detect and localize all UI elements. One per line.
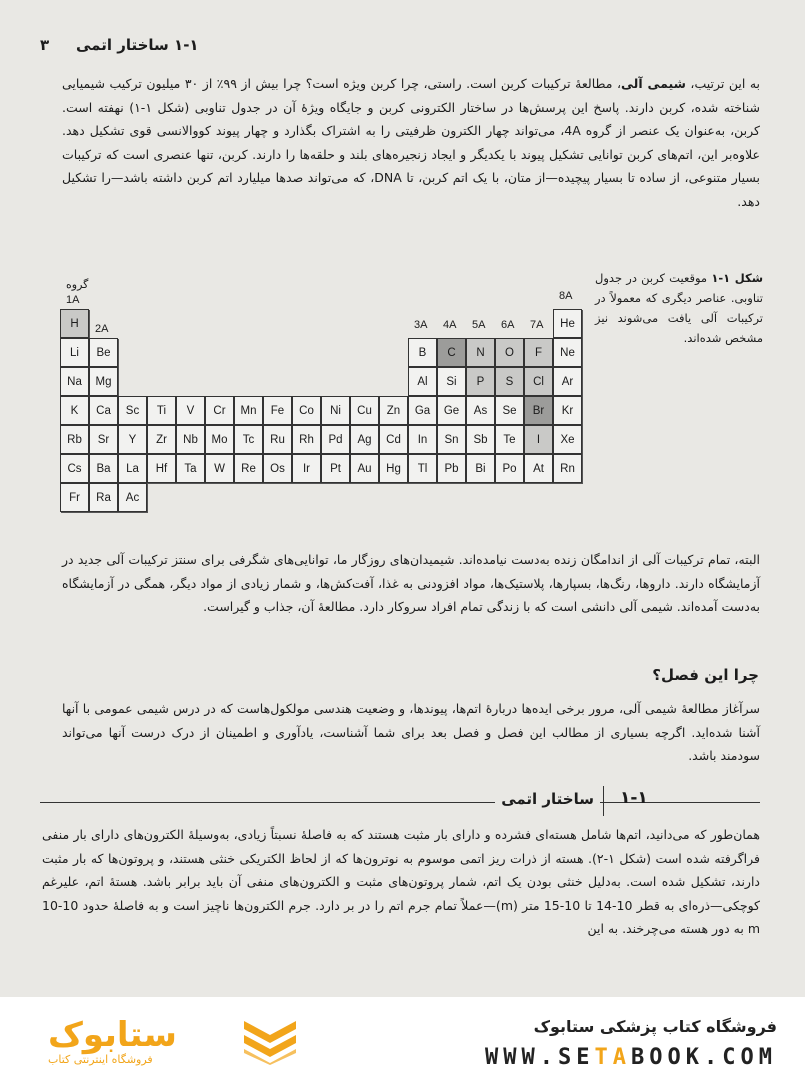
element-cell-ac: Ac <box>118 483 147 512</box>
figure-label: شکل ۱-۱ <box>711 271 764 285</box>
element-cell-kr: Kr <box>553 396 582 425</box>
element-cell-br: Br <box>524 396 553 425</box>
intro-text-before: به این ترتیب، <box>685 76 760 91</box>
element-cell-zr: Zr <box>147 425 176 454</box>
element-cell-te: Te <box>495 425 524 454</box>
element-cell-hg: Hg <box>379 454 408 483</box>
url-accent: TA <box>594 1045 632 1070</box>
atomic-structure-paragraph: همان‌طور که می‌دانید، اتم‌ها شامل هسته‌ای فشرده و دارای بار مثبت هستند که به فاصلهٔ نسبتاً زیادی، به‌وسیلهٔ الکترون‌های دارای بار منفی فراگرفته شده است (شکل ۱-۲). هسته از ذرات ریز اتمی موسوم به نوترون‌ها که از لحاظ الکتریکی خنثی هستند، و پروتون‌ها که بار مثبت دارند، تشکیل شده است. به‌دلیل خنثی بودن یک اتم، شمار پروتون‌های مثبت و الکترون‌های منفی آن باید برابر باشد. هستهٔ اتم، علیرغم کوچکی—ذره‌ای به قطر 10-14 تا 10-15 متر (m)—عملاً تمام جرم اتم را در بر دارد. جرم الکترون‌ها ناچیز است و به فاصلهٔ حدود 10-10 m به دور هسته می‌چرخند. به این <box>42 827 761 936</box>
element-cell-ne: Ne <box>553 338 582 367</box>
element-cell-be: Be <box>89 338 118 367</box>
section-divider <box>603 786 604 816</box>
element-cell-li: Li <box>60 338 89 367</box>
group-label-6a: 6A <box>501 319 515 331</box>
element-cell-ga: Ga <box>408 396 437 425</box>
element-cell-ir: Ir <box>292 454 321 483</box>
element-cell-ag: Ag <box>350 425 379 454</box>
group-word: گروه <box>66 279 89 291</box>
element-cell-tl: Tl <box>408 454 437 483</box>
section-title: ساختار اتمی <box>495 790 600 808</box>
element-cell-y: Y <box>118 425 147 454</box>
element-cell-bi: Bi <box>466 454 495 483</box>
intro-text-after: ، مطالعهٔ ترکیبات کربن است. راستی، چرا کربن ویژه است؟ چرا بیش از ۹۹٪ از ۳۰ میلیون ترکیب شیمیایی شناخته شده، کربن دارند. پاسخ این پرسش‌ها در ساختار الکترونی کربن و جایگاه ویژهٔ آن در جدول تناوبی (شکل ۱-۱) نهفته است. کربن، به‌عنوان یک عنصر از گروه 4A، می‌تواند چهار الکترون ظرفیتی را به اشتراک بگذارد و چهار پیوند کووالانسی قوی تشکیل دهد. علاوه‌بر این، اتم‌های کربن توانایی تشکیل پیوند با یکدیگر و ایجاد زنجیره‌های بلند و حلقه‌ها را دارند. کربن، تنها عنصری است که ترکیبات بسیار متنوعی، از ساده تا بسیار پیچیده—از متان، با یک اتم کربن، تا DNA، که می‌تواند صدها میلیارد اتم کربن داشته باشد—را تشکیل دهد. <box>62 76 760 209</box>
section-heading <box>40 780 760 820</box>
element-cell-sr: Sr <box>89 425 118 454</box>
element-cell-xe: Xe <box>553 425 582 454</box>
element-cell-po: Po <box>495 454 524 483</box>
group-label-8a: 8A <box>559 290 573 302</box>
element-cell-nb: Nb <box>176 425 205 454</box>
element-cell-rb: Rb <box>60 425 89 454</box>
element-cell-tc: Tc <box>234 425 263 454</box>
element-cell-s: S <box>495 367 524 396</box>
running-title: ۱-۱ ساختار اتمی <box>76 36 199 54</box>
element-cell-zn: Zn <box>379 396 408 425</box>
element-cell-re: Re <box>234 454 263 483</box>
element-cell-f: F <box>524 338 553 367</box>
element-cell-ru: Ru <box>263 425 292 454</box>
element-cell-mn: Mn <box>234 396 263 425</box>
element-cell-i: I <box>524 425 553 454</box>
element-cell-sb: Sb <box>466 425 495 454</box>
element-cell-fe: Fe <box>263 396 292 425</box>
element-cell-ca: Ca <box>89 396 118 425</box>
element-cell-rh: Rh <box>292 425 321 454</box>
element-cell-rn: Rn <box>553 454 582 483</box>
element-cell-cu: Cu <box>350 396 379 425</box>
element-cell-cd: Cd <box>379 425 408 454</box>
element-cell-ar: Ar <box>553 367 582 396</box>
why-this-chapter-heading: چرا این فصل؟ <box>652 666 759 684</box>
element-cell-at: At <box>524 454 553 483</box>
element-cell-si: Si <box>437 367 466 396</box>
element-cell-o: O <box>495 338 524 367</box>
element-cell-cl: Cl <box>524 367 553 396</box>
element-cell-ti: Ti <box>147 396 176 425</box>
element-cell-ba: Ba <box>89 454 118 483</box>
element-cell-fr: Fr <box>60 483 89 512</box>
url-part-1: WWW.SE <box>485 1045 595 1070</box>
element-cell-in: In <box>408 425 437 454</box>
book-logo-icon <box>240 1013 300 1065</box>
store-logo-subtitle: فروشگاه اینترنتی کتاب <box>48 1053 153 1066</box>
element-cell-mo: Mo <box>205 425 234 454</box>
element-cell-pd: Pd <box>321 425 350 454</box>
element-cell-h: H <box>60 309 89 338</box>
group-label-2a: 2A <box>95 323 109 335</box>
element-cell-sc: Sc <box>118 396 147 425</box>
intro-paragraph <box>62 72 760 213</box>
element-cell-ta: Ta <box>176 454 205 483</box>
element-cell-cr: Cr <box>205 396 234 425</box>
element-cell-as: As <box>466 396 495 425</box>
page-number: ۳ <box>40 36 50 54</box>
element-cell-la: La <box>118 454 147 483</box>
element-cell-hf: Hf <box>147 454 176 483</box>
figure-caption-text: موقعیت کربن در جدول تناوبی. عناصر دیگری که معمولاً در ترکیبات آلی یافت می‌شوند نیز مشخص شده‌اند. <box>595 271 763 345</box>
group-label-7a: 7A <box>530 319 544 331</box>
section-rule <box>40 802 760 803</box>
element-cell-pb: Pb <box>437 454 466 483</box>
element-cell-na: Na <box>60 367 89 396</box>
intro-bold-term: شیمی آلی <box>620 76 686 91</box>
section-number: ۱-۱ <box>620 788 648 808</box>
element-cell-al: Al <box>408 367 437 396</box>
group-label-3a: 3A <box>414 319 428 331</box>
element-cell-v: V <box>176 396 205 425</box>
element-cell-ni: Ni <box>321 396 350 425</box>
group-label-1a: 1A <box>66 294 80 306</box>
element-cell-ra: Ra <box>89 483 118 512</box>
group-label-5a: 5A <box>472 319 486 331</box>
store-logo-text: ستابوک <box>48 1015 177 1055</box>
element-cell-p: P <box>466 367 495 396</box>
element-cell-pt: Pt <box>321 454 350 483</box>
element-cell-cs: Cs <box>60 454 89 483</box>
element-cell-sn: Sn <box>437 425 466 454</box>
element-cell-w: W <box>205 454 234 483</box>
group-label-4a: 4A <box>443 319 457 331</box>
element-cell-c: C <box>437 338 466 367</box>
element-cell-ge: Ge <box>437 396 466 425</box>
store-url[interactable] <box>485 1045 777 1070</box>
element-cell-k: K <box>60 396 89 425</box>
page-header <box>40 36 760 58</box>
store-footer <box>0 997 805 1080</box>
element-cell-os: Os <box>263 454 292 483</box>
organic-synthesis-paragraph: البته، تمام ترکیبات آلی از اندامگان زنده به‌دست نیامده‌اند. شیمیدان‌های روزگار ما، توانایی‌های شگرفی برای سنتز ترکیبات آلی جدید در آزمایشگاه دارند. داروها، رنگ‌ها، بسپارها، پلاستیک‌ها، مواد افزودنی به غذا، آفت‌کش‌ها، و شمار زیادی از مواد دیگر، همگی در آزمایشگاه به‌دست آمده‌اند. شیمی آلی دانشی است که با زندگی تمام افراد سروکار دارد. مطالعهٔ آن، جذاب و گیراست. <box>62 552 760 614</box>
url-part-2: BOOK.COM <box>631 1045 777 1070</box>
chapter-intro-paragraph: سرآغاز مطالعهٔ شیمی آلی، مرور برخی ایده‌ها دربارهٔ اتم‌ها، پیوندها، و وضعیت هندسی مولکول‌هاست که در درس شیمی عمومی با آنها آشنا شده‌اید. اگرچه بسیاری از مطالب این فصل و فصل بعد برای شما آشناست، یادآوری و اطمینان از درک درست آنها می‌تواند سودمند باشد. <box>62 701 760 763</box>
store-name: فروشگاه کتاب پزشکی ستابوک <box>533 1017 777 1036</box>
element-cell-he: He <box>553 309 582 338</box>
element-cell-b: B <box>408 338 437 367</box>
element-cell-n: N <box>466 338 495 367</box>
element-cell-se: Se <box>495 396 524 425</box>
element-cell-co: Co <box>292 396 321 425</box>
element-cell-au: Au <box>350 454 379 483</box>
element-cell-mg: Mg <box>89 367 118 396</box>
figure-caption <box>595 268 763 348</box>
